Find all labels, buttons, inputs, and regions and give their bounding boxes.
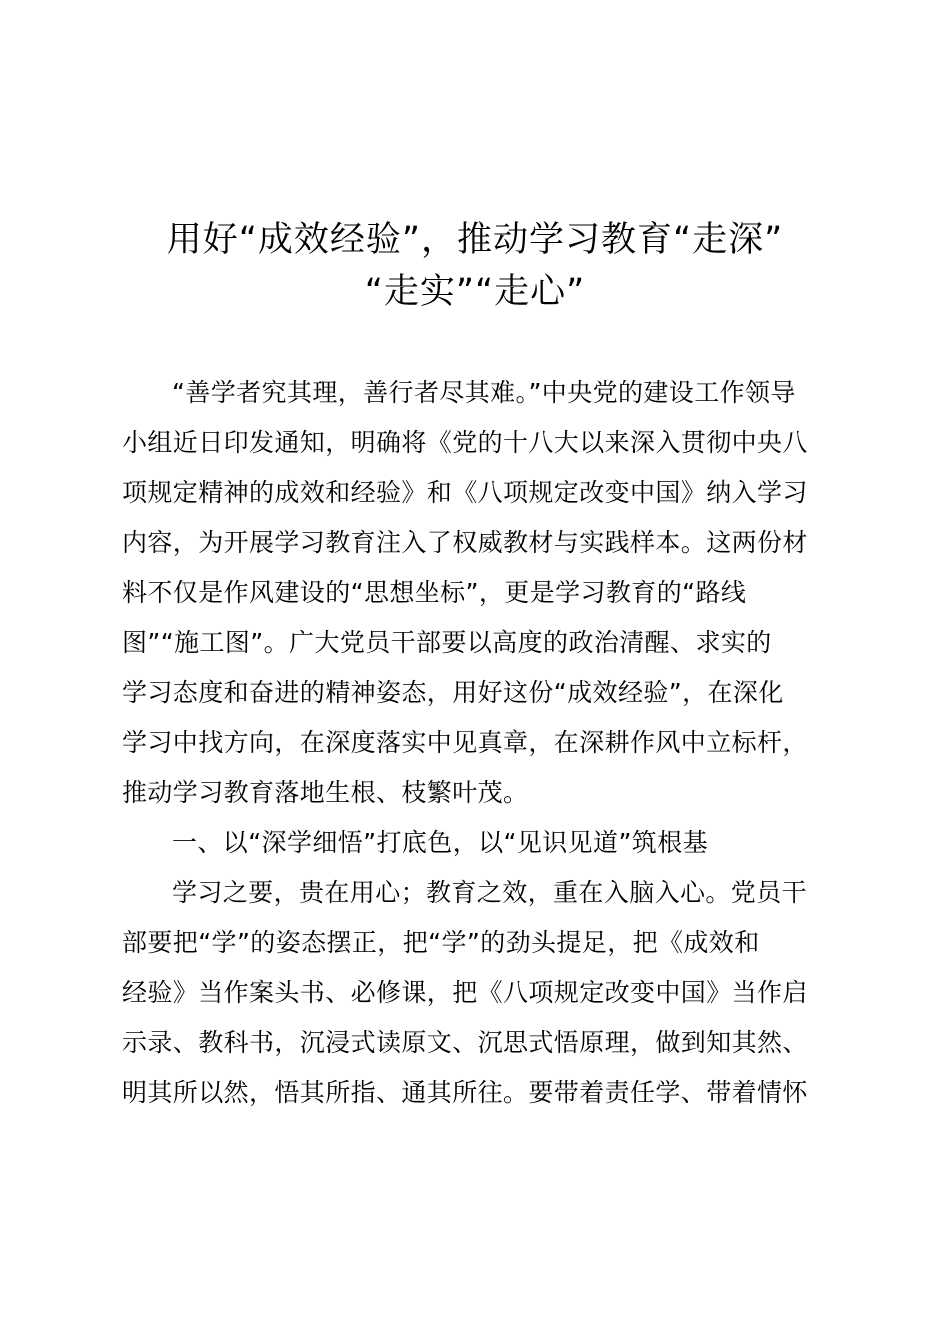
paragraph-line: 学习态度和奋进的精神姿态，用好这份“成效经验”，在深化 [122, 678, 784, 707]
paragraph-line: 学习中找方向，在深度落实中见真章，在深耕作风中立标杆， [122, 728, 808, 757]
paragraph-line: 内容，为开展学习教育注入了权威教材与实践样本。这两份材 [122, 528, 808, 557]
paragraph-line: 小组近日印发通知，明确将《党的十八大以来深入贯彻中央八 [122, 428, 808, 457]
paragraph-line: 经验》当作案头书、必修课，把《八项规定改变中国》当作启 [122, 978, 808, 1007]
paragraph-line: 料不仅是作风建设的“思想坐标”，更是学习教育的“路线 [122, 578, 747, 607]
paragraph-line: “善学者究其理，善行者尽其难。”中央党的建设工作领导 [172, 378, 796, 407]
title-line-1: 用好“成效经验”，推动学习教育“走深” [166, 220, 784, 260]
document-title [90, 214, 860, 318]
paragraph-line: 图”“施工图”。广大党员干部要以高度的政治清醒、求实的 [122, 628, 772, 657]
paragraph-line: 部要把“学”的姿态摆正，把“学”的劲头提足，把《成效和 [122, 928, 760, 957]
paragraph-line: 示录、教科书，沉浸式读原文、沉思式悟原理，做到知其然、 [122, 1028, 808, 1057]
paragraph-line: 学习之要，贵在用心；教育之效，重在入脑入心。党员干 [172, 878, 808, 907]
document-body [122, 368, 828, 1118]
paragraph-line: 明其所以然，悟其所指、通其所往。要带着责任学、带着情怀 [122, 1078, 808, 1107]
section-heading: 一、以“深学细悟”打底色，以“见识见道”筑根基 [172, 828, 709, 857]
paragraph-line: 推动学习教育落地生根、枝繁叶茂。 [122, 778, 529, 807]
paragraph-line: 项规定精神的成效和经验》和《八项规定改变中国》纳入学习 [122, 478, 808, 507]
title-line-2: “走实”“走心” [364, 272, 586, 312]
